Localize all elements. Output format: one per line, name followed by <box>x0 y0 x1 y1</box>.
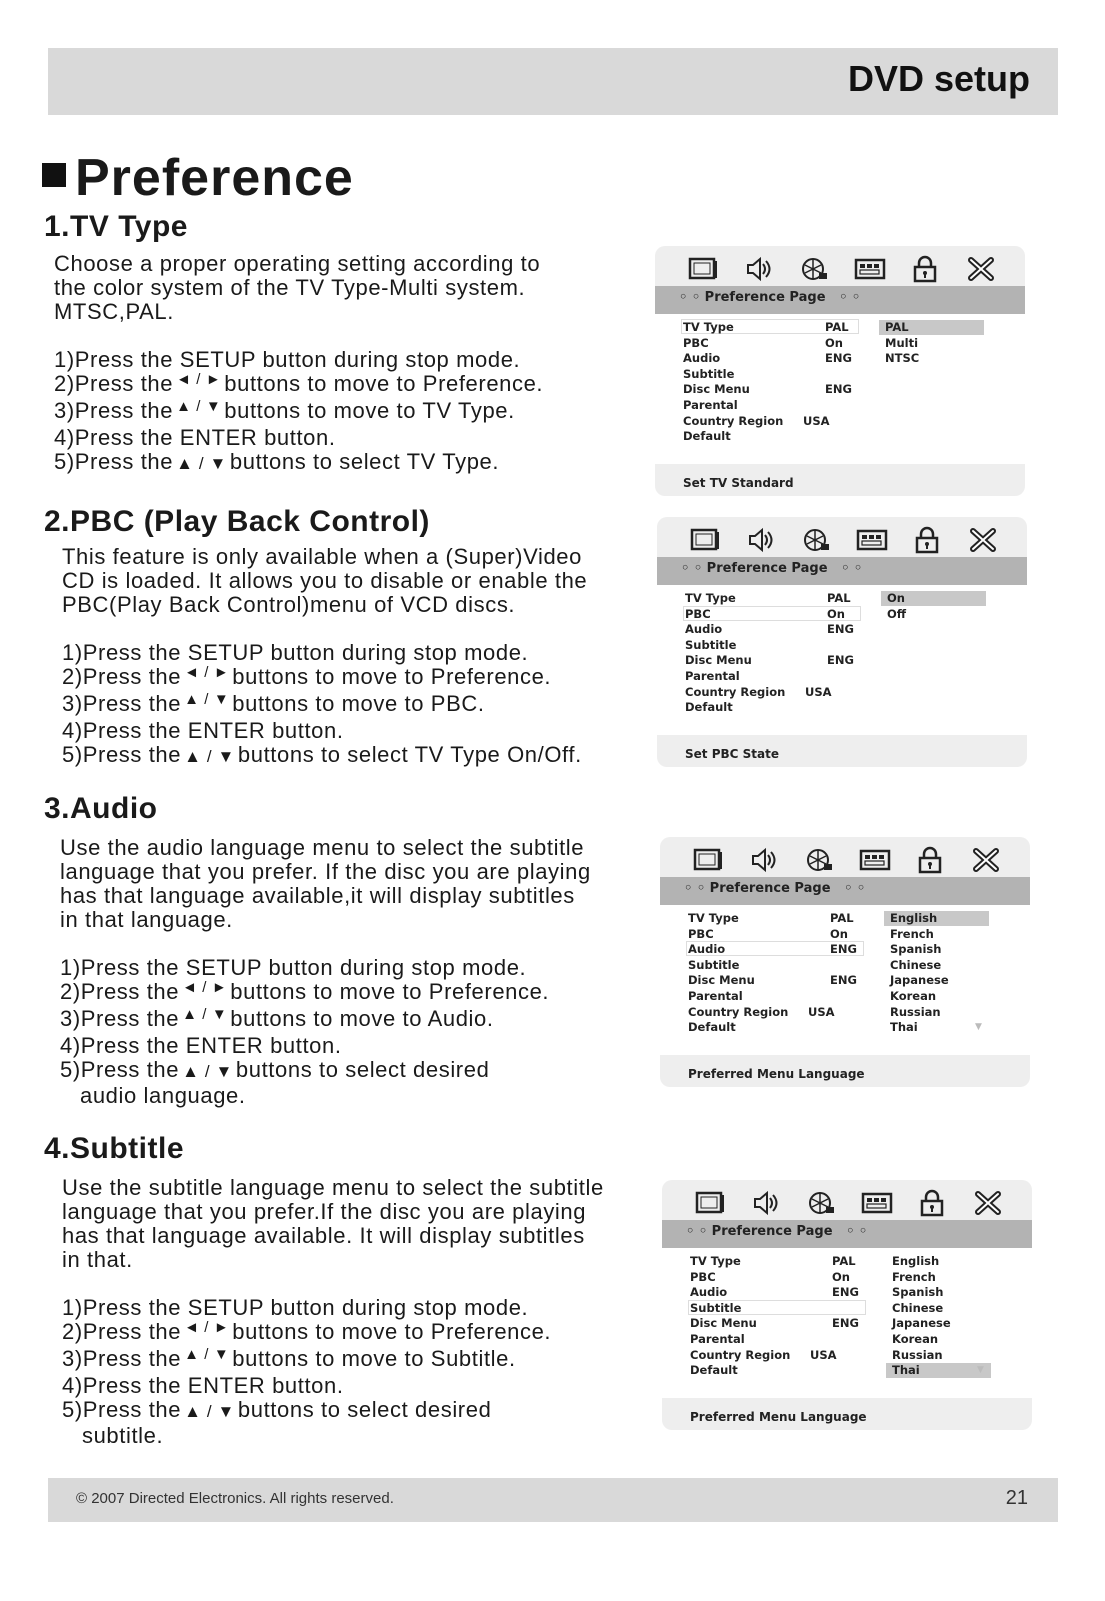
up-down-arrows-icon: ▲ / ▼ <box>182 1062 233 1081</box>
osd-menu-item[interactable]: PBC <box>685 606 711 621</box>
audio-setup-icon[interactable] <box>748 846 780 874</box>
osd-menu-value: PAL <box>830 911 854 925</box>
password-lock-icon[interactable] <box>916 1189 948 1217</box>
step-list <box>62 1296 604 1448</box>
osd-menu-value: ENG <box>832 1285 859 1300</box>
audio-setup-icon[interactable] <box>750 1189 782 1217</box>
osd-menu-value: ENG <box>832 1316 859 1331</box>
step-item: 1)Press the SETUP button during stop mode. <box>54 347 521 372</box>
step-prefix: 3)Press the <box>62 1346 182 1371</box>
step-prefix: 3)Press the <box>60 1006 180 1031</box>
left-right-arrows-icon: ◄ / ► <box>176 371 222 388</box>
osd-menu-item[interactable]: Audio <box>685 622 723 637</box>
osd-menu-value: ENG <box>830 973 857 988</box>
section-title-tv-type: 1.TV Type <box>44 210 188 243</box>
osd-menu-area <box>657 585 1027 735</box>
step-item <box>62 743 587 769</box>
section-title-subtitle: 4.Subtitle <box>44 1132 185 1165</box>
osd-option[interactable]: Russian <box>892 1347 943 1362</box>
up-down-arrows-icon: ▲ / ▼ <box>184 747 235 766</box>
tv-setup-icon[interactable] <box>689 526 721 554</box>
header-bar <box>48 48 1058 115</box>
osd-option[interactable]: Chinese <box>892 1300 944 1315</box>
video-setup-icon[interactable] <box>798 255 830 283</box>
osd-menu-item[interactable]: Default <box>688 1020 736 1035</box>
osd-help-text: Preferred Menu Language <box>688 1067 865 1081</box>
title-bullet-square <box>42 163 66 187</box>
osd-menu-value: USA <box>810 1347 837 1362</box>
step-item <box>54 372 543 399</box>
osd-option[interactable]: Japanese <box>892 1316 951 1331</box>
step-prefix: 5)Press the <box>54 449 174 474</box>
password-lock-icon[interactable] <box>911 526 943 554</box>
osd-menu-item[interactable]: PBC <box>688 926 714 941</box>
section-title-pbc: 2.PBC (Play Back Control) <box>44 505 430 538</box>
osd-menu-item[interactable]: Parental <box>685 669 740 683</box>
osd-page-bar <box>660 877 1030 905</box>
osd-option[interactable]: Russian <box>890 1004 941 1019</box>
password-lock-icon[interactable] <box>914 846 946 874</box>
step-item: 4)Press the ENTER button. <box>60 1033 342 1058</box>
osd-menu-area <box>655 314 1025 464</box>
osd-menu-item[interactable]: Disc Menu <box>685 653 752 668</box>
osd-menu-item[interactable]: Default <box>683 429 731 444</box>
osd-option[interactable]: Korean <box>890 989 937 1003</box>
osd-menu-item[interactable]: PBC <box>690 1269 716 1284</box>
osd-icon-bar <box>692 843 1002 877</box>
general-setup-icon[interactable] <box>854 255 886 283</box>
osd-icon-bar <box>689 523 999 557</box>
osd-option[interactable]: English <box>884 911 989 926</box>
osd-menu-item[interactable]: TV Type <box>683 320 734 334</box>
osd-screen-subtitle <box>662 1180 1032 1430</box>
step-list <box>62 641 587 769</box>
step-prefix: 2)Press the <box>54 371 174 396</box>
osd-menu-item[interactable]: Parental <box>688 989 743 1003</box>
osd-screen-pbc <box>657 517 1027 767</box>
osd-menu-value: On <box>832 1269 850 1284</box>
step-list <box>60 956 591 1108</box>
main-title-wrap <box>42 148 354 208</box>
step-item: subtitle. <box>82 1423 164 1448</box>
left-right-arrows-icon: ◄ / ► <box>182 979 228 996</box>
osd-menu-item[interactable]: TV Type <box>685 591 736 605</box>
step-suffix: buttons to move to Audio. <box>230 1006 494 1031</box>
osd-page-label: ◦ ◦ Preference Page ◦ ◦ <box>681 561 862 576</box>
osd-menu-item[interactable]: Parental <box>683 398 738 412</box>
up-down-arrows-icon: ▲ / ▼ <box>184 1402 235 1421</box>
osd-menu-item[interactable]: PBC <box>683 335 709 350</box>
up-down-arrows-icon: ▲ / ▼ <box>176 398 222 415</box>
osd-menu-area <box>660 905 1030 1055</box>
section-description: Use the subtitle language menu to select the subtitle language that you prefer.If the disc you are playing has that language available. It will display subtitles in that. <box>62 1175 604 1272</box>
section-description: Use the audio language menu to select the subtitle language that you prefer. If the disc you are playing has that language available,it will display subtitles in that language. <box>60 835 591 932</box>
section-description: This feature is only available when a (Super)Video CD is loaded. It allows you to disable or enable the PBC(Play Back Control)menu of VCD discs. <box>62 544 588 617</box>
osd-menu-item[interactable]: Parental <box>690 1332 745 1346</box>
osd-option[interactable]: NTSC <box>885 351 920 366</box>
osd-option[interactable]: On <box>881 591 986 606</box>
step-suffix: buttons to select TV Type. <box>229 449 500 474</box>
osd-menu-item[interactable]: Subtitle <box>690 1300 742 1315</box>
general-setup-icon[interactable] <box>859 846 891 874</box>
step-item <box>62 665 587 692</box>
up-down-arrows-icon: ▲ / ▼ <box>182 1006 228 1023</box>
step-suffix: buttons to move to Preference. <box>224 371 544 396</box>
osd-option[interactable]: Spanish <box>892 1285 944 1300</box>
osd-menu-item[interactable]: Disc Menu <box>688 973 755 988</box>
osd-menu-item[interactable]: Default <box>690 1363 738 1378</box>
step-list <box>54 348 543 476</box>
step-suffix: buttons to move to Subtitle. <box>232 1346 516 1371</box>
osd-option[interactable]: Off <box>887 606 907 621</box>
video-setup-icon[interactable] <box>803 846 835 874</box>
osd-menu-value: PAL <box>825 320 849 334</box>
step-item: audio language. <box>80 1083 246 1108</box>
osd-help-text: Set PBC State <box>685 747 779 761</box>
step-item <box>62 1320 604 1347</box>
osd-menu-value: PAL <box>832 1254 856 1268</box>
step-prefix: 3)Press the <box>62 691 182 716</box>
osd-menu-item[interactable]: Audio <box>683 351 721 366</box>
osd-menu-item[interactable]: Country Region <box>688 1004 789 1019</box>
osd-page-bar <box>657 557 1027 585</box>
osd-menu-item[interactable]: Country Region <box>690 1347 791 1362</box>
up-down-arrows-icon: ▲ / ▼ <box>176 454 227 473</box>
osd-screen-audio <box>660 837 1030 1087</box>
osd-option[interactable]: Japanese <box>890 973 949 988</box>
footer-bar <box>48 1478 1058 1522</box>
page-number: 21 <box>1005 1487 1028 1509</box>
step-item: 4)Press the ENTER button. <box>54 425 336 450</box>
osd-option[interactable]: Spanish <box>890 942 942 957</box>
up-down-arrows-icon: ▲ / ▼ <box>184 1346 230 1363</box>
osd-menu-item[interactable]: Audio <box>690 1285 728 1300</box>
up-down-arrows-icon: ▲ / ▼ <box>184 691 230 708</box>
step-item: 1)Press the SETUP button during stop mode. <box>62 640 529 665</box>
osd-icon-bar <box>694 1186 1004 1220</box>
step-item <box>60 1007 591 1034</box>
osd-option[interactable]: Chinese <box>890 957 942 972</box>
section-description: Choose a proper operating setting according to the color system of the TV Type-Multi system. MTSC,PAL. <box>54 251 541 324</box>
step-prefix: 3)Press the <box>54 398 174 423</box>
general-setup-icon[interactable] <box>861 1189 893 1217</box>
osd-option[interactable]: English <box>892 1254 940 1268</box>
osd-menu-value: On <box>827 606 845 621</box>
osd-menu-value: On <box>825 335 843 350</box>
tv-setup-icon[interactable] <box>692 846 724 874</box>
exit-icon[interactable] <box>970 846 1002 874</box>
osd-menu-value: ENG <box>827 653 854 668</box>
step-suffix: buttons to move to Preference. <box>232 1319 552 1344</box>
osd-page-bar <box>662 1220 1032 1248</box>
osd-menu-area <box>662 1248 1032 1398</box>
scroll-down-icon: ▼ <box>977 1365 984 1376</box>
step-suffix: buttons to select TV Type On/Off. <box>237 742 582 767</box>
exit-icon[interactable] <box>965 255 997 283</box>
step-item: 1)Press the SETUP button during stop mode. <box>62 1295 529 1320</box>
osd-option[interactable]: Thai <box>890 1020 918 1035</box>
tv-setup-icon[interactable] <box>687 255 719 283</box>
osd-menu-value: USA <box>803 413 830 428</box>
step-item <box>62 1398 604 1424</box>
osd-menu-item[interactable]: Subtitle <box>688 957 740 972</box>
video-setup-icon[interactable] <box>800 526 832 554</box>
osd-menu-item[interactable]: Subtitle <box>685 637 737 652</box>
osd-icon-bar <box>687 252 997 286</box>
osd-menu-item[interactable]: TV Type <box>690 1254 741 1268</box>
section-body-tv-type <box>54 252 543 476</box>
step-item: 4)Press the ENTER button. <box>62 718 344 743</box>
osd-option[interactable]: French <box>890 926 934 941</box>
osd-option[interactable]: Korean <box>892 1332 939 1346</box>
audio-setup-icon[interactable] <box>743 255 775 283</box>
osd-option[interactable]: PAL <box>879 320 984 335</box>
step-suffix: buttons to move to PBC. <box>232 691 485 716</box>
osd-menu-item[interactable]: Audio <box>688 942 726 957</box>
step-item: 4)Press the ENTER button. <box>62 1373 344 1398</box>
step-item <box>62 1347 604 1374</box>
osd-option[interactable]: Thai <box>886 1363 991 1378</box>
audio-setup-icon[interactable] <box>745 526 777 554</box>
step-prefix: 2)Press the <box>62 1319 182 1344</box>
step-suffix: buttons to select desired <box>235 1057 490 1082</box>
step-suffix: buttons to move to TV Type. <box>224 398 515 423</box>
step-suffix: buttons to move to Preference. <box>232 664 552 689</box>
osd-menu-item[interactable]: Country Region <box>683 413 784 428</box>
step-item <box>54 450 543 476</box>
step-prefix: 5)Press the <box>62 1397 182 1422</box>
section-body-subtitle <box>62 1176 604 1448</box>
osd-menu-value: ENG <box>825 382 852 397</box>
osd-page-label: ◦ ◦ Preference Page ◦ ◦ <box>686 1224 867 1239</box>
password-lock-icon[interactable] <box>909 255 941 283</box>
osd-page-bar <box>655 286 1025 314</box>
osd-option[interactable]: French <box>892 1269 936 1284</box>
osd-help-text: Set TV Standard <box>683 476 794 490</box>
osd-menu-item[interactable]: TV Type <box>688 911 739 925</box>
osd-menu-value: USA <box>808 1004 835 1019</box>
left-right-arrows-icon: ◄ / ► <box>184 1319 230 1336</box>
osd-menu-value: ENG <box>827 622 854 637</box>
step-item <box>54 399 543 426</box>
osd-menu-item[interactable]: Disc Menu <box>690 1316 757 1331</box>
step-prefix: 5)Press the <box>62 742 182 767</box>
exit-icon[interactable] <box>972 1189 1004 1217</box>
footer-copyright: © 2007 Directed Electronics. All rights reserved. <box>76 1490 394 1507</box>
osd-menu-item[interactable]: Disc Menu <box>683 382 750 397</box>
section-body-pbc <box>62 545 587 769</box>
tv-setup-icon[interactable] <box>694 1189 726 1217</box>
step-prefix: 2)Press the <box>62 664 182 689</box>
section-title-audio: 3.Audio <box>44 792 158 825</box>
step-item <box>62 692 587 719</box>
scroll-down-icon: ▼ <box>975 1022 982 1033</box>
osd-menu-value: USA <box>805 684 832 699</box>
video-setup-icon[interactable] <box>805 1189 837 1217</box>
step-suffix: buttons to select desired <box>237 1397 492 1422</box>
osd-page-label: ◦ ◦ Preference Page ◦ ◦ <box>679 290 860 305</box>
exit-icon[interactable] <box>967 526 999 554</box>
step-prefix: 2)Press the <box>60 979 180 1004</box>
osd-menu-value: On <box>830 926 848 941</box>
osd-menu-item[interactable]: Default <box>685 700 733 715</box>
step-item <box>60 1058 591 1084</box>
page-title: Preference <box>75 149 354 207</box>
osd-screen-tv-type <box>655 246 1025 496</box>
step-suffix: buttons to move to Preference. <box>230 979 550 1004</box>
osd-help-text: Preferred Menu Language <box>690 1410 867 1424</box>
osd-menu-value: ENG <box>830 942 857 957</box>
header-title: DVD setup <box>847 58 1030 99</box>
general-setup-icon[interactable] <box>856 526 888 554</box>
osd-menu-item[interactable]: Subtitle <box>683 366 735 381</box>
step-item <box>60 980 591 1007</box>
left-right-arrows-icon: ◄ / ► <box>184 664 230 681</box>
osd-menu-value: PAL <box>827 591 851 605</box>
osd-page-label: ◦ ◦ Preference Page ◦ ◦ <box>684 881 865 896</box>
section-body-audio <box>60 836 591 1108</box>
step-item: 1)Press the SETUP button during stop mode. <box>60 955 527 980</box>
osd-menu-item[interactable]: Country Region <box>685 684 786 699</box>
osd-menu-value: ENG <box>825 351 852 366</box>
osd-option[interactable]: Multi <box>885 335 919 350</box>
step-prefix: 5)Press the <box>60 1057 180 1082</box>
